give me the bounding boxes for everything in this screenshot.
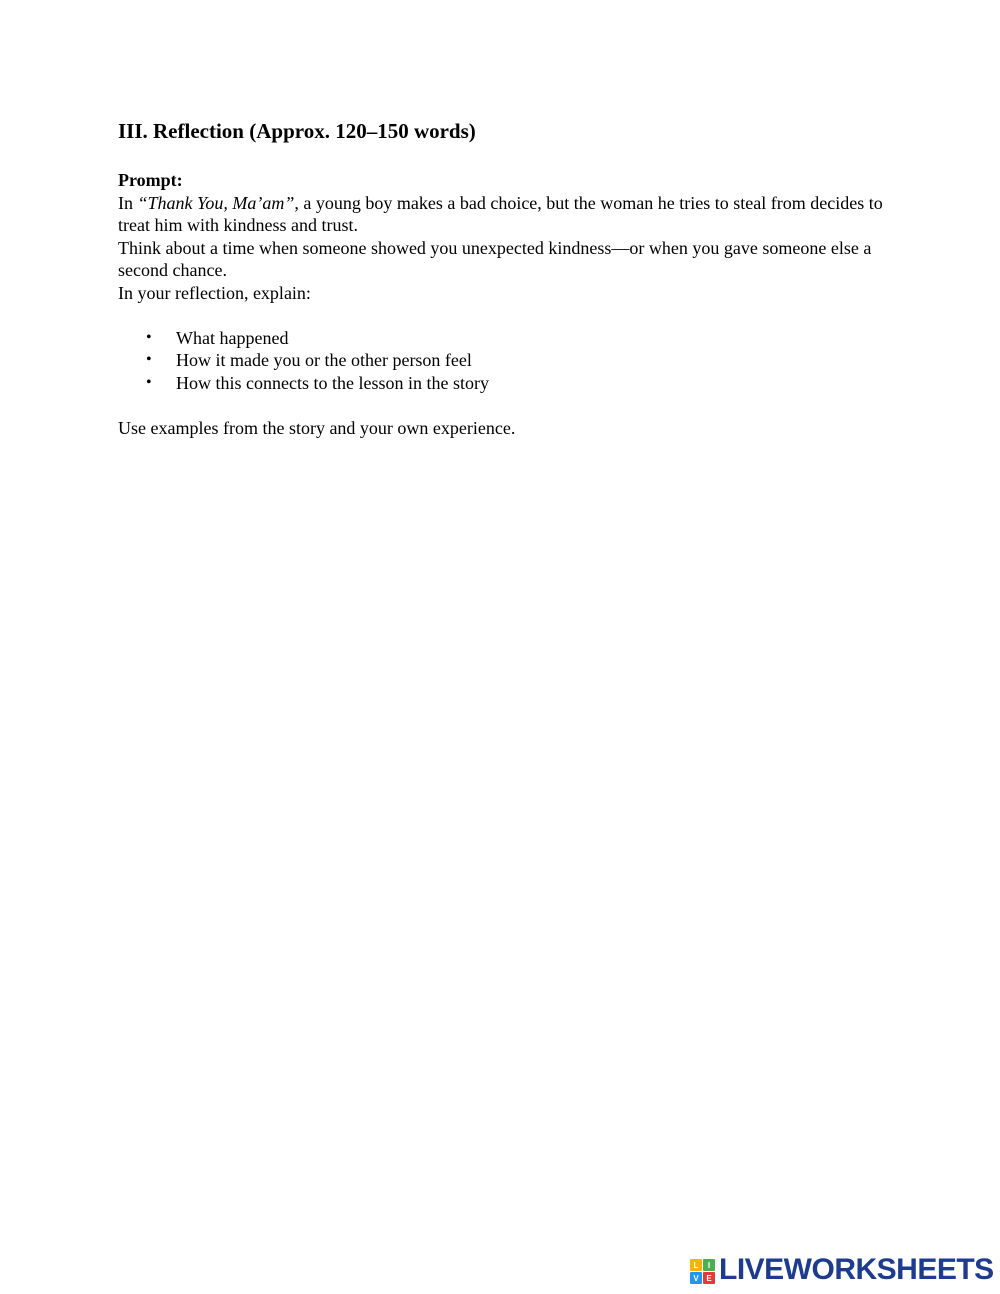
logo-block: V (690, 1272, 702, 1284)
bullet-icon: • (146, 373, 152, 391)
logo-block: I (703, 1259, 715, 1271)
worksheet-page (118, 118, 898, 440)
list-item-text: How this connects to the lesson in the story (176, 372, 489, 393)
logo-text: LIVEWORKSHEETS (719, 1253, 994, 1286)
closing-instruction: Use examples from the story and your own experience. (118, 418, 516, 439)
reflection-points-list (118, 327, 898, 395)
section-title: III. Reflection (Approx. 120–150 words) (118, 119, 476, 143)
list-item (118, 327, 898, 350)
story-title: “Thank You, Ma’am” (137, 192, 295, 213)
list-item (118, 372, 898, 395)
bullet-icon: • (146, 351, 152, 369)
list-item-text: What happened (176, 327, 289, 348)
list-item (118, 349, 898, 372)
bullet-icon: • (146, 328, 152, 346)
logo-block: E (703, 1272, 715, 1284)
logo-block: L (690, 1259, 702, 1271)
logo-blocks-icon (690, 1259, 715, 1284)
prompt-intro-suffix: , a young boy makes a bad choice, but the woman he tries to steal from decides to treat him with kindness and trust. (118, 192, 883, 236)
prompt-intro-prefix: In (118, 192, 138, 213)
prompt-intro (118, 192, 898, 237)
list-item-text: How it made you or the other person feel (176, 350, 472, 371)
prompt-label: Prompt: (118, 170, 183, 190)
liveworksheets-logo (690, 1253, 994, 1287)
prompt-explain-line: In your reflection, explain: (118, 282, 311, 303)
prompt-think-line: Think about a time when someone showed you unexpected kindness—or when you gave someone else a second chance. (118, 237, 872, 281)
